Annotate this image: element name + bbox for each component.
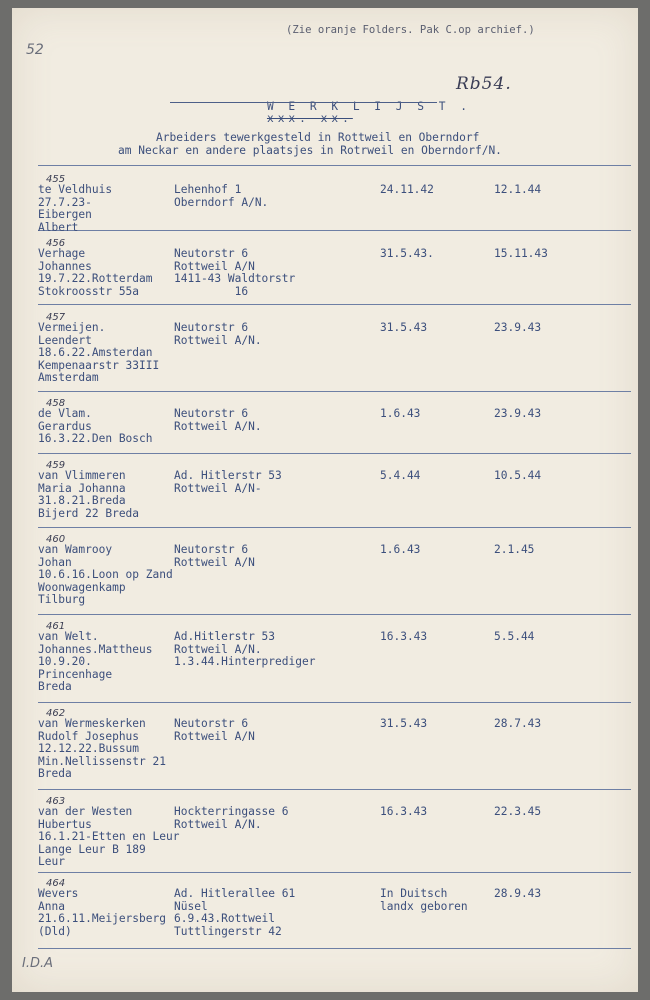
person-line: Tilburg — [38, 593, 86, 607]
end-date: 12.1.44 — [494, 183, 542, 196]
work-address — [174, 718, 255, 743]
start-date-text: 1.6.43 — [380, 407, 421, 420]
person-line: Kempenaarstr 33III — [38, 358, 160, 372]
person-line: 12.12.22.Bussum — [38, 742, 140, 756]
end-date: 23.9.43 — [494, 321, 542, 334]
start-date-text: 31.5.43. — [380, 247, 434, 260]
person-line: Johannes — [38, 259, 92, 273]
person-line: Lange Leur B 189 — [38, 842, 146, 856]
address-line: 1411-43 Waldtorstr — [174, 272, 296, 286]
person-line: 16.3.22.Den Bosch — [38, 432, 153, 446]
address-line: Rottweil A/N- — [174, 481, 262, 495]
person-line: van Wermeskerken — [38, 717, 146, 730]
entry-number: 463 — [46, 796, 66, 807]
person-line: Johan — [38, 555, 72, 569]
person-line: Hubertus — [38, 817, 92, 831]
entry-number: 457 — [46, 312, 66, 323]
person-line: Leendert — [38, 333, 92, 347]
row-divider — [38, 527, 631, 528]
address-line: 16 — [174, 284, 249, 298]
person-details — [38, 322, 159, 385]
address-line: Rottweil A/N. — [174, 817, 262, 831]
subtitle-line-2: am Neckar en andere plaatsjes in Rotrweil en Oberndorf/N. — [118, 144, 502, 157]
end-date: 28.9.43 — [494, 887, 542, 900]
start-date — [380, 544, 420, 557]
person-line: 10.6.16.Loon op Zand — [38, 568, 173, 582]
person-line: Vermeijen. — [38, 321, 106, 334]
start-date-text: 5.4.44 — [380, 469, 421, 482]
title-underline — [170, 102, 437, 103]
row-divider — [38, 165, 631, 166]
entry-number: 456 — [46, 238, 66, 249]
end-date: 28.7.43 — [494, 717, 542, 730]
start-date-text: 16.3.43 — [380, 805, 428, 818]
person-line: 21.6.11.Meijersberg — [38, 912, 166, 926]
person-details — [38, 470, 139, 520]
start-date — [380, 718, 427, 731]
start-date — [380, 408, 420, 421]
page-mark: 52 — [26, 42, 44, 58]
work-address — [174, 184, 268, 209]
end-date: 10.5.44 — [494, 469, 542, 482]
address-line: Lehenhof 1 — [174, 183, 242, 196]
person-line: 16.1.21-Etten en Leur — [38, 830, 180, 844]
address-line: 1.3.44.Hinterprediger — [174, 655, 316, 669]
title-struck-text: xxx. xx. — [266, 112, 353, 126]
person-line: Leur — [38, 855, 65, 869]
address-line: Rottweil A/N. — [174, 642, 262, 656]
person-line: van Vlimmeren — [38, 469, 126, 482]
person-details — [38, 806, 179, 869]
start-date-text: 31.5.43 — [380, 321, 428, 334]
person-line: Amsterdam — [38, 371, 99, 385]
person-line: 18.6.22.Amsterdan — [38, 346, 153, 360]
person-line: van Welt. — [38, 630, 99, 643]
address-line: Rottweil A/N — [174, 259, 255, 273]
address-line: Neutorstr 6 — [174, 247, 249, 260]
person-line: (Dld) — [38, 924, 72, 938]
entry-number: 455 — [46, 174, 66, 185]
person-line: Anna — [38, 899, 65, 913]
entry-number: 459 — [46, 460, 66, 471]
work-address — [174, 544, 255, 569]
address-line: Rottweil A/N — [174, 555, 255, 569]
person-line: Gerardus — [38, 419, 92, 433]
start-date — [380, 248, 434, 261]
row-divider — [38, 702, 631, 703]
person-line: Verhage — [38, 247, 86, 260]
person-line: Maria Johanna — [38, 481, 126, 495]
address-line: Rottweil A/N. — [174, 419, 262, 433]
person-line: 19.7.22.Rotterdam — [38, 272, 153, 286]
person-line: van Wamrooy — [38, 543, 113, 556]
address-line: Neutorstr 6 — [174, 717, 249, 730]
person-line: van der Westen — [38, 805, 133, 818]
person-line: Breda — [38, 680, 72, 694]
person-line: Stokroosstr 55a — [38, 284, 140, 298]
work-address — [174, 470, 282, 495]
row-divider — [38, 872, 631, 873]
person-line: de Vlam. — [38, 407, 92, 420]
document-page — [12, 8, 638, 992]
row-divider — [38, 304, 631, 305]
archive-note: (Zie oranje Folders. Pak C.op archief.) — [286, 24, 535, 36]
address-line: Neutorstr 6 — [174, 321, 249, 334]
person-details — [38, 631, 153, 694]
address-line: Oberndorf A/N. — [174, 195, 269, 209]
end-date: 15.11.43 — [494, 247, 548, 260]
person-line: Princenhage — [38, 667, 113, 681]
start-date-text: 1.6.43 — [380, 543, 421, 556]
start-date — [380, 888, 468, 913]
start-date-note: landx geboren — [380, 899, 468, 913]
entry-number: 460 — [46, 534, 66, 545]
start-date-text: In Duitsch — [380, 887, 448, 900]
row-divider — [38, 391, 631, 392]
start-date — [380, 322, 427, 335]
person-line: 31.8.21.Breda — [38, 494, 126, 508]
person-details — [38, 544, 173, 607]
person-line: Bijerd 22 Breda — [38, 506, 140, 520]
person-details — [38, 718, 166, 781]
row-divider — [38, 230, 631, 231]
start-date — [380, 184, 434, 197]
entry-number: 461 — [46, 621, 66, 632]
address-line: Ad.Hitlerstr 53 — [174, 630, 276, 643]
end-date: 5.5.44 — [494, 630, 535, 643]
row-divider — [38, 948, 631, 949]
address-line: Neutorstr 6 — [174, 407, 249, 420]
title-text: W E R K L I J S T . — [266, 99, 471, 113]
person-details — [38, 184, 112, 234]
person-line: Eibergen — [38, 208, 92, 222]
address-line: Rottweil A/N — [174, 729, 255, 743]
subtitle-line-1: Arbeiders tewerkgesteld in Rottweil en Oberndorf — [156, 131, 480, 144]
row-divider — [38, 453, 631, 454]
person-details — [38, 888, 166, 938]
work-address — [174, 631, 315, 669]
start-date-text: 16.3.43 — [380, 630, 428, 643]
work-address — [174, 248, 295, 298]
person-line: Woonwagenkamp — [38, 580, 126, 594]
person-line: Rudolf Josephus — [38, 729, 140, 743]
person-line: Wevers — [38, 887, 79, 900]
row-divider — [38, 789, 631, 790]
entry-number: 462 — [46, 708, 66, 719]
person-line: Albert — [38, 220, 79, 234]
start-date-text: 31.5.43 — [380, 717, 428, 730]
work-address — [174, 322, 262, 347]
entry-number: 464 — [46, 878, 66, 889]
work-address — [174, 806, 289, 831]
person-details — [38, 248, 153, 298]
address-line: 6.9.43.Rottweil — [174, 912, 276, 926]
end-date: 22.3.45 — [494, 805, 542, 818]
corner-mark: I.D.A — [22, 956, 54, 971]
end-date: 2.1.45 — [494, 543, 535, 556]
start-date-text: 24.11.42 — [380, 183, 434, 196]
work-address — [174, 408, 262, 433]
person-line: Johannes.Mattheus — [38, 642, 153, 656]
person-line: Breda — [38, 767, 72, 781]
person-line: 27.7.23- — [38, 195, 92, 209]
start-date — [380, 631, 427, 644]
person-line: te Veldhuis — [38, 183, 113, 196]
address-line: Tuttlingerstr 42 — [174, 924, 282, 938]
start-date — [380, 806, 427, 819]
start-date — [380, 470, 420, 483]
address-line: Ad. Hitlerallee 61 — [174, 887, 296, 900]
row-divider — [38, 614, 631, 615]
address-line: Hockterringasse 6 — [174, 805, 289, 818]
end-date: 23.9.43 — [494, 407, 542, 420]
address-line: Neutorstr 6 — [174, 543, 249, 556]
entry-number: 458 — [46, 398, 66, 409]
address-line: Rottweil A/N. — [174, 333, 262, 347]
person-line: Min.Nellissenstr 21 — [38, 754, 166, 768]
address-line: Nüsel — [174, 899, 208, 913]
person-line: 10.9.20. — [38, 655, 92, 669]
person-details — [38, 408, 153, 446]
work-address — [174, 888, 295, 938]
archive-reference: Rb54. — [456, 74, 512, 94]
address-line: Ad. Hitlerstr 53 — [174, 469, 282, 482]
